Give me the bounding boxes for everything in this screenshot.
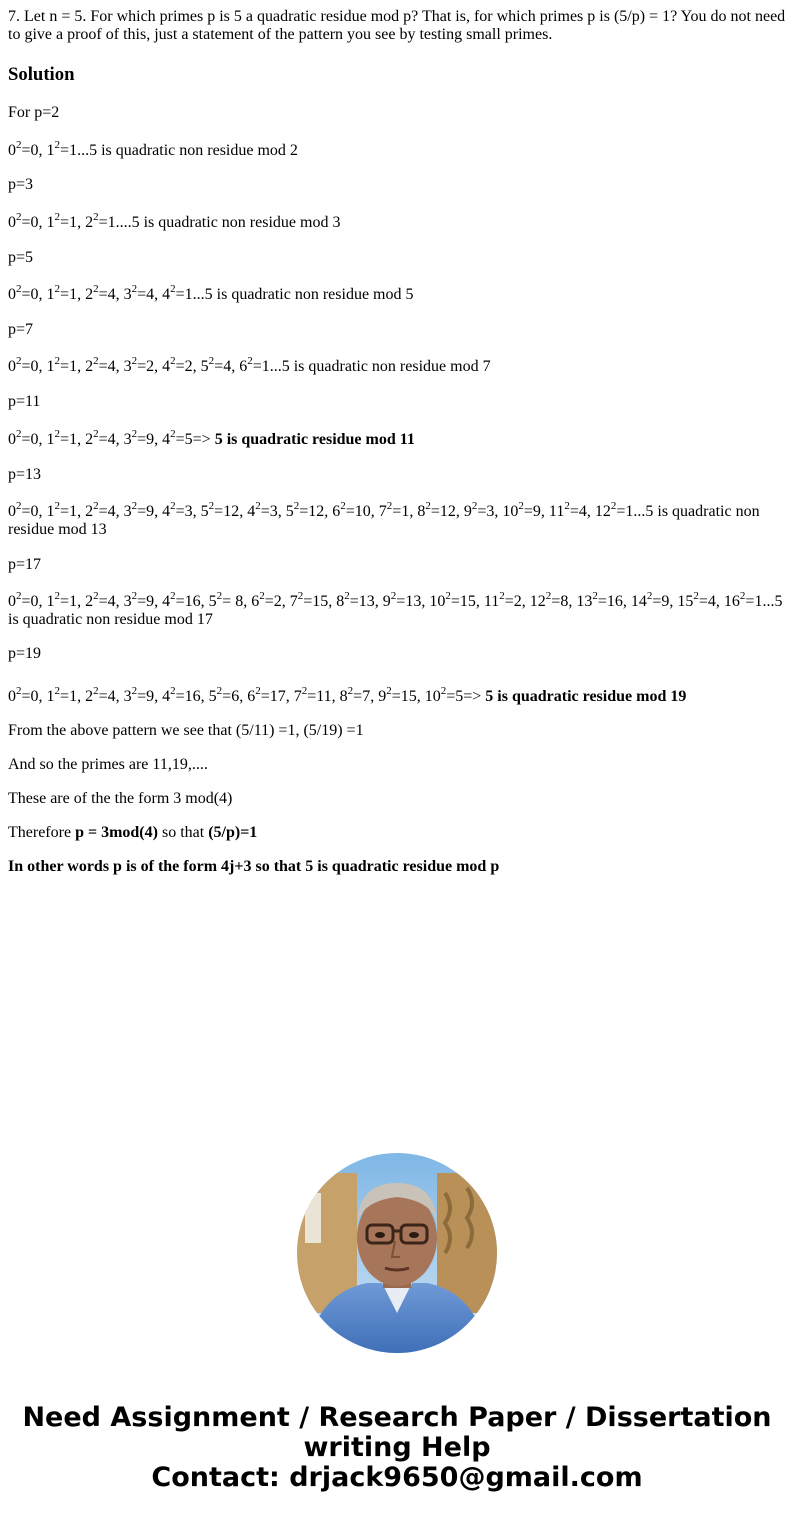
- exponent: 2: [170, 499, 176, 512]
- square-value: 1: [69, 503, 78, 520]
- therefore-mid: so that: [157, 824, 209, 841]
- therefore-congruence: p = 3mod(4): [75, 824, 158, 841]
- promo-line-2: writing Help: [303, 1432, 491, 1463]
- exponent: 2: [518, 499, 524, 512]
- square-base: 11: [548, 503, 565, 520]
- square-base: 1: [46, 358, 55, 375]
- case-label: p=17: [8, 556, 42, 573]
- exponent: 2: [499, 589, 505, 602]
- case-label: p=3: [8, 176, 34, 193]
- square-value: 2: [513, 593, 522, 610]
- square-value: 0: [30, 214, 39, 231]
- square-base: 3: [123, 688, 132, 705]
- implies-arrow: =>: [463, 688, 486, 705]
- exponent: 2: [131, 354, 138, 367]
- non-residue-result: ...5 is quadratic non residue mod 5: [192, 286, 414, 303]
- square-value: 0: [30, 503, 39, 520]
- exponent: 2: [545, 589, 552, 602]
- exponent: 2: [16, 427, 22, 440]
- square-value: 4: [107, 431, 116, 448]
- square-value: 5: [184, 431, 193, 448]
- square-base: 16: [723, 593, 740, 610]
- exponent: 2: [131, 282, 138, 295]
- exponent: 2: [293, 499, 300, 512]
- exponent: 2: [386, 684, 392, 697]
- square-value: 0: [30, 286, 39, 303]
- exponent: 2: [93, 282, 99, 295]
- square-base: 4: [162, 358, 171, 375]
- square-base: 5: [200, 503, 209, 520]
- exponent: 2: [54, 282, 61, 295]
- exponent: 2: [440, 684, 447, 697]
- exponent: 2: [386, 499, 393, 512]
- square-value: 1: [261, 358, 270, 375]
- square-base: 15: [677, 593, 694, 610]
- exponent: 2: [54, 499, 61, 512]
- square-base: 2: [85, 503, 94, 520]
- exponent: 2: [93, 684, 99, 697]
- square-base: 3: [123, 431, 132, 448]
- square-value: 16: [184, 688, 201, 705]
- square-base: 1: [46, 593, 55, 610]
- square-base: 9: [378, 688, 387, 705]
- conclusion-final: [8, 858, 786, 876]
- square-value: 4: [146, 286, 155, 303]
- square-value: 8: [231, 593, 244, 610]
- square-base: 9: [463, 503, 472, 520]
- case-label: p=13: [8, 466, 42, 483]
- square-value: 4: [107, 688, 116, 705]
- square-base: 12: [529, 593, 546, 610]
- exponent: 2: [131, 589, 138, 602]
- case-label: p=19: [8, 645, 42, 662]
- square-value: 1: [401, 503, 410, 520]
- squares-line: $0^2=0$, $1^2=1$, $2^2=1....5$ is quadratic non residue mod 3: [8, 210, 341, 231]
- exponent: 2: [259, 589, 265, 602]
- squares-line: $0^2=0$, $1^2=1$, $2^2=4$, $3^2=4$, $4^2=1...5$ is quadratic non residue mod 5: [8, 282, 414, 303]
- question-text: 7. Let n = 5. For which primes p is 5 a quadratic residue mod p? That is, for which primes p is (5/p) = 1? You do not need to give a proof of this, just a statement of the pattern you see by testing small primes.: [8, 8, 786, 43]
- square-base: 2: [85, 286, 94, 303]
- square-base: 0: [8, 286, 16, 303]
- square-base: 1: [46, 142, 55, 159]
- square-base: 3: [123, 286, 132, 303]
- square-base: 5: [208, 688, 217, 705]
- square-base: 3: [123, 503, 132, 520]
- square-base: 4: [247, 503, 256, 520]
- square-value: 2: [146, 358, 155, 375]
- square-base: 4: [162, 688, 171, 705]
- square-base: 5: [285, 503, 294, 520]
- conclusion-pattern: From the above pattern we see that (5/11) =1, (5/19) =1: [8, 722, 364, 739]
- case-label: p=5: [8, 249, 34, 266]
- square-value: 15: [459, 593, 476, 610]
- square-value: 4: [578, 503, 587, 520]
- square-base: 0: [8, 431, 16, 448]
- squares-line: $0^2=0$, $1^2=1$, $2^2=4$, $3^2=9$, $4^2=16$, $5^2= 8$, $6^2=2$, $7^2=15$, $8^2=13$, $9^2=13$, $10^2=15$, $11^2=2$, $12^2=8$, $13^2=16$, $14^2=9$, $15^2=4$, $16^2=1...5$ is quadratic non residue mod 17: [8, 589, 783, 628]
- square-value: 2: [184, 358, 193, 375]
- exponent: 2: [445, 589, 451, 602]
- square-value: 15: [312, 593, 329, 610]
- author-avatar: [297, 1153, 497, 1353]
- square-base: 1: [46, 431, 55, 448]
- square-base: 10: [429, 593, 446, 610]
- exponent: 2: [131, 427, 138, 440]
- author-photo: [297, 1153, 497, 1353]
- square-base: 12: [594, 503, 611, 520]
- non-residue-result: ...5 is quadratic non residue mod 7: [269, 358, 491, 375]
- exponent: 2: [16, 589, 22, 602]
- exponent: 2: [425, 499, 431, 512]
- exponent: 2: [93, 210, 99, 223]
- square-base: 1: [46, 503, 55, 520]
- square-value: 0: [30, 142, 39, 159]
- promo-banner: [0, 1403, 794, 1493]
- square-value: 1: [69, 431, 78, 448]
- case-label: For p=2: [8, 104, 60, 121]
- exponent: 2: [16, 138, 22, 151]
- square-base: 14: [630, 593, 647, 610]
- exponent: 2: [16, 354, 22, 367]
- square-base: 2: [85, 358, 94, 375]
- square-base: 6: [239, 358, 248, 375]
- exponent: 2: [347, 684, 354, 697]
- square-value: 1: [69, 688, 78, 705]
- square-value: 10: [354, 503, 371, 520]
- non-residue-result: ...5 is quadratic non residue mod 2: [77, 142, 298, 159]
- exponent: 2: [297, 589, 304, 602]
- exponent: 2: [592, 589, 598, 602]
- square-base: 0: [8, 358, 16, 375]
- exponent: 2: [170, 427, 176, 440]
- square-base: 4: [162, 431, 171, 448]
- exponent: 2: [301, 684, 308, 697]
- implies-arrow: =>: [192, 431, 215, 448]
- square-value: 1: [69, 358, 78, 375]
- therefore-legendre: (5/p)=1: [208, 824, 258, 841]
- exponent: 2: [93, 589, 99, 602]
- square-value: 3: [184, 503, 193, 520]
- square-base: 0: [8, 214, 16, 231]
- final-statement: In other words p is of the form 4j+3 so that 5 is quadratic residue mod p: [8, 858, 500, 875]
- square-base: 0: [8, 142, 16, 159]
- square-value: 9: [146, 503, 155, 520]
- square-base: 3: [123, 593, 132, 610]
- square-base: 3: [123, 358, 132, 375]
- square-value: 12: [439, 503, 456, 520]
- exponent: 2: [739, 589, 746, 602]
- case-label: p=7: [8, 321, 34, 338]
- exponent: 2: [54, 138, 61, 151]
- square-value: 3: [269, 503, 278, 520]
- square-base: 0: [8, 593, 16, 610]
- exponent: 2: [340, 499, 346, 512]
- square-base: 2: [85, 593, 94, 610]
- exponent: 2: [54, 589, 61, 602]
- square-value: 0: [30, 593, 39, 610]
- square-value: 4: [107, 358, 116, 375]
- squares-line: $0^2=0$, $1^2=1$, $2^2=4$, $3^2=9$, $4^2=3$, $5^2=12$, $4^2=3$, $5^2=12$, $6^2=10$, $7^2=1$, $8^2=12$, $9^2=3$, $10^2=9$, $11^2=4$, $12^2=1...5$ is quadratic non residue mod 13: [8, 499, 760, 538]
- square-value: 1: [69, 142, 78, 159]
- exponent: 2: [170, 684, 176, 697]
- square-value: 4: [107, 503, 116, 520]
- square-base: 1: [46, 688, 55, 705]
- exponent: 2: [170, 354, 176, 367]
- exponent: 2: [390, 589, 397, 602]
- non-residue-result: ....5 is quadratic non residue mod 3: [115, 214, 341, 231]
- exponent: 2: [16, 499, 22, 512]
- square-base: 7: [378, 503, 387, 520]
- square-value: 9: [146, 593, 155, 610]
- squares-line: $0^2=0$, $1^2=1$, $2^2=4$, $3^2=2$, $4^2=2$, $5^2=4$, $6^2=1...5$ is quadratic non residue mod 7: [8, 354, 491, 375]
- square-value: 8: [560, 593, 569, 610]
- exponent: 2: [255, 684, 261, 697]
- square-base: 0: [8, 503, 16, 520]
- square-value: 6: [231, 688, 240, 705]
- residue-result: 5 is quadratic residue mod 11: [214, 431, 415, 448]
- square-base: 2: [85, 431, 94, 448]
- square-value: 11: [316, 688, 332, 705]
- square-value: 1: [184, 286, 193, 303]
- exponent: 2: [93, 354, 99, 367]
- square-base: 4: [162, 503, 171, 520]
- square-base: 2: [85, 214, 94, 231]
- square-base: 2: [85, 688, 94, 705]
- solution-heading: Solution: [8, 64, 75, 85]
- square-value: 0: [30, 431, 39, 448]
- non-residue-result: ...5 is quadratic non residue mod 13: [8, 503, 760, 538]
- square-base: 9: [382, 593, 391, 610]
- square-base: 8: [339, 688, 348, 705]
- exponent: 2: [610, 499, 617, 512]
- exponent: 2: [247, 354, 253, 367]
- exponent: 2: [54, 427, 61, 440]
- square-value: 0: [30, 688, 39, 705]
- squares-line: $0^2=0$, $1^2=1$, $2^2=4$, $3^2=9$, $4^2=16$, $5^2=6$, $6^2=17$, $7^2=11$, $8^2=7$, $9^2=15$, $10^2=5=> 5$ is quadratic residue mod 19: [8, 684, 687, 705]
- square-base: 10: [424, 688, 441, 705]
- square-value: 1: [69, 214, 78, 231]
- exponent: 2: [16, 282, 22, 295]
- square-value: 4: [707, 593, 716, 610]
- square-base: 5: [208, 593, 217, 610]
- square-value: 13: [358, 593, 375, 610]
- square-base: 13: [576, 593, 593, 610]
- squares-line: $0^2=0$, $1^2=1...5$ is quadratic non residue mod 2: [8, 138, 298, 159]
- square-value: 17: [269, 688, 286, 705]
- square-base: 0: [8, 688, 16, 705]
- exponent: 2: [646, 589, 653, 602]
- square-value: 1: [107, 214, 116, 231]
- exponent: 2: [93, 499, 99, 512]
- exponent: 2: [16, 210, 22, 223]
- square-base: 11: [483, 593, 500, 610]
- exponent: 2: [564, 499, 570, 512]
- square-value: 4: [107, 593, 116, 610]
- square-base: 7: [293, 688, 302, 705]
- square-value: 4: [223, 358, 232, 375]
- exponent: 2: [216, 684, 223, 697]
- square-value: 9: [532, 503, 541, 520]
- square-value: 9: [146, 431, 155, 448]
- exponent: 2: [54, 354, 61, 367]
- exponent: 2: [208, 499, 215, 512]
- exponent: 2: [54, 210, 61, 223]
- exponent: 2: [16, 684, 22, 697]
- exponent: 2: [131, 684, 138, 697]
- square-value: 16: [184, 593, 201, 610]
- exponent: 2: [693, 589, 699, 602]
- square-value: 12: [308, 503, 325, 520]
- square-value: 12: [223, 503, 240, 520]
- square-value: 1: [69, 593, 78, 610]
- square-base: 8: [336, 593, 345, 610]
- document-body: [8, 8, 786, 875]
- square-base: 1: [46, 214, 55, 231]
- promo-contact: Contact: drjack9650@gmail.com: [151, 1462, 643, 1493]
- square-base: 5: [200, 358, 209, 375]
- exponent: 2: [255, 499, 261, 512]
- square-base: 7: [289, 593, 298, 610]
- square-value: 15: [400, 688, 417, 705]
- therefore-prefix: Therefore: [8, 824, 76, 841]
- exponent: 2: [93, 427, 99, 440]
- exponent: 2: [54, 684, 61, 697]
- conclusion-therefore: [8, 824, 786, 842]
- non-residue-result: ...5 is quadratic non residue mod 17: [8, 593, 783, 628]
- promo-line-1: Need Assignment / Research Paper / Dissertation: [22, 1402, 772, 1433]
- exponent: 2: [344, 589, 350, 602]
- square-value: 16: [606, 593, 623, 610]
- square-base: 6: [247, 688, 256, 705]
- square-value: 9: [661, 593, 670, 610]
- square-base: 10: [502, 503, 519, 520]
- squares-line: $0^2=0$, $1^2=1$, $2^2=4$, $3^2=9$, $4^2=5=> 5$ is quadratic residue mod 11: [8, 427, 415, 448]
- square-value: 2: [273, 593, 282, 610]
- exponent: 2: [170, 282, 176, 295]
- exponent: 2: [208, 354, 215, 367]
- square-base: 6: [332, 503, 341, 520]
- square-value: 0: [30, 358, 39, 375]
- conclusion-form: These are of the the form 3 mod(4): [8, 790, 233, 807]
- square-value: 13: [405, 593, 422, 610]
- square-value: 5: [455, 688, 464, 705]
- square-value: 4: [107, 286, 116, 303]
- exponent: 2: [216, 589, 223, 602]
- square-value: 7: [362, 688, 371, 705]
- residue-result: 5 is quadratic residue mod 19: [485, 688, 687, 705]
- exponent: 2: [131, 499, 138, 512]
- square-value: 1: [69, 286, 78, 303]
- exponent: 2: [471, 499, 478, 512]
- square-value: 9: [146, 688, 155, 705]
- conclusion-primes: And so the primes are 11,19,....: [8, 756, 208, 773]
- square-value: 3: [486, 503, 495, 520]
- square-base: 8: [417, 503, 426, 520]
- square-base: 4: [162, 286, 171, 303]
- square-value: 1: [625, 503, 634, 520]
- square-base: 4: [162, 593, 171, 610]
- square-base: 6: [251, 593, 260, 610]
- case-label: p=11: [8, 393, 41, 410]
- exponent: 2: [170, 589, 176, 602]
- square-base: 1: [46, 286, 55, 303]
- square-value: 1: [754, 593, 763, 610]
